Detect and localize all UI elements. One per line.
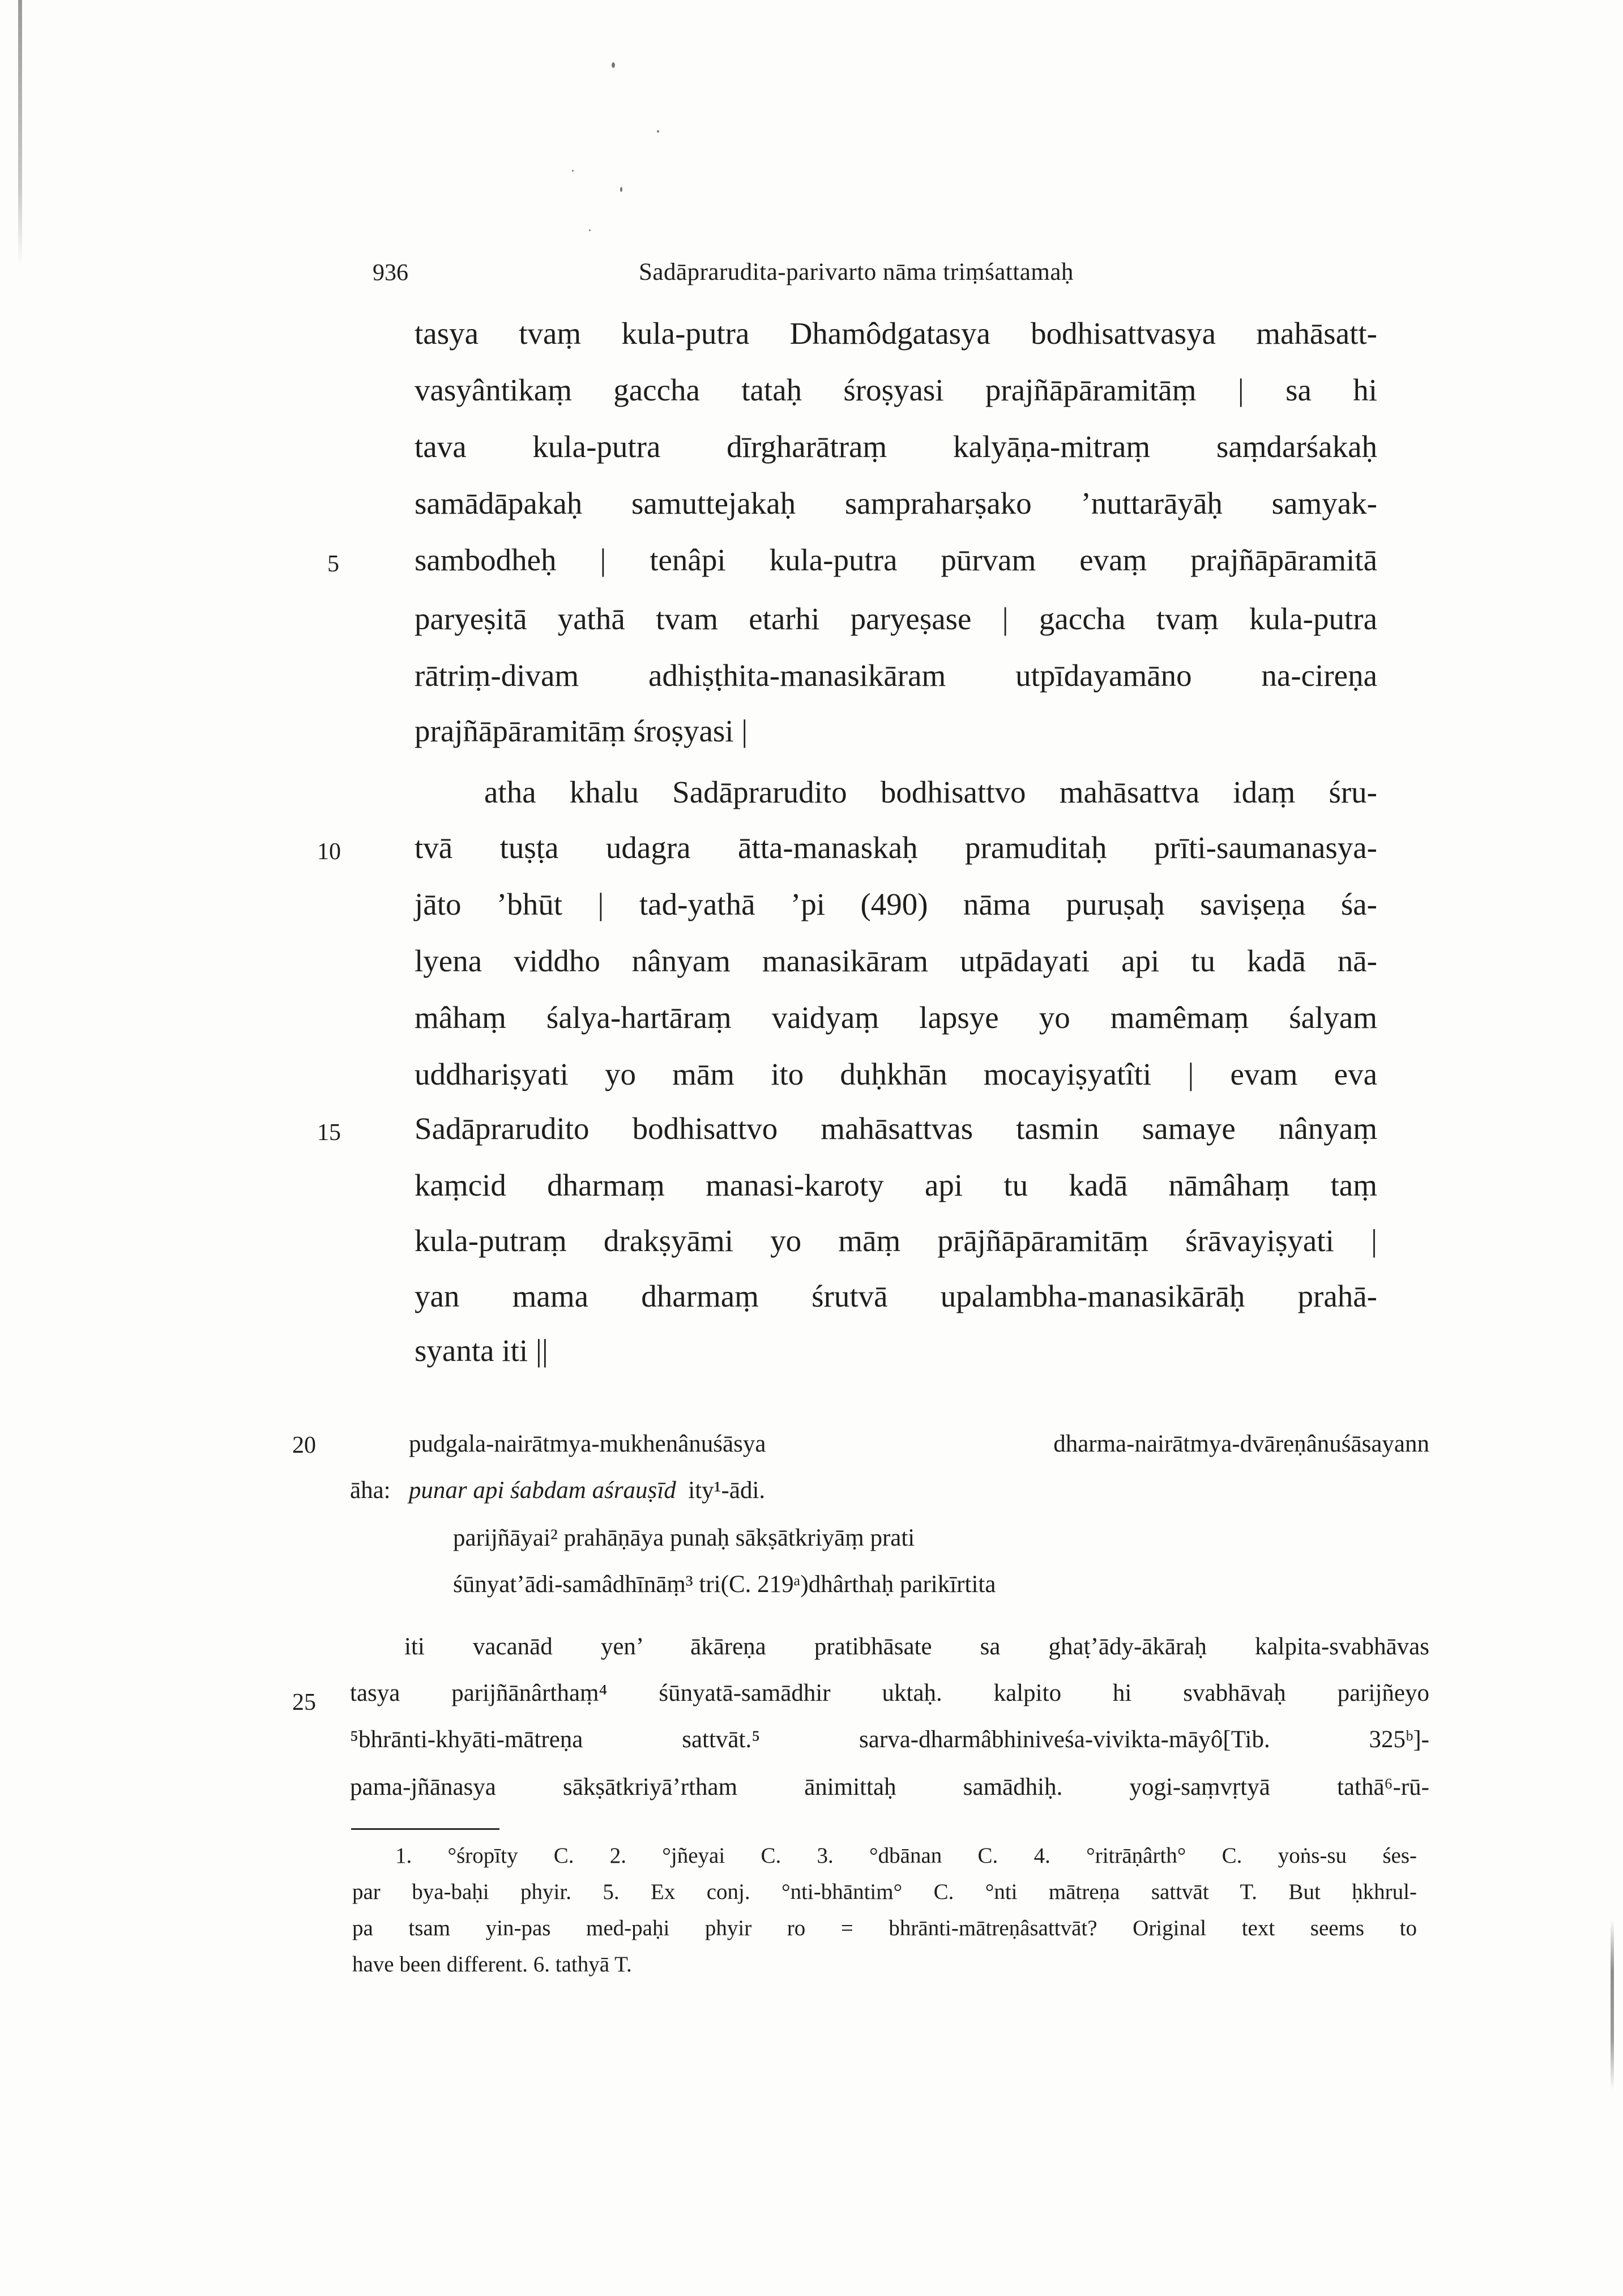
- commentary-quote: punar api śabdam aśrauṣīd: [408, 1477, 676, 1504]
- scan-speck: [657, 130, 659, 133]
- line-number: 10: [317, 839, 341, 865]
- main-text-line: tvā tuṣṭa udagra ātta-manaskaḥ pramuditaḥ prīti-saumanasya-: [415, 830, 1377, 865]
- page-number: 936: [373, 260, 408, 286]
- line-number: 20: [292, 1432, 316, 1458]
- scan-speck: [589, 229, 591, 231]
- main-text-line: jāto ’bhūt | tad-yathā ’pi (490) nāma puruṣaḥ saviṣeṇa śa-: [415, 887, 1377, 921]
- main-text-line: kula-putraṃ drakṣyāmi yo māṃ prājñāpāramitāṃ śrāvayiṣyati |: [415, 1223, 1377, 1258]
- footnote-line: have been different. 6. tathyā T.: [352, 1952, 632, 1977]
- commentary-line: [350, 1475, 1429, 1507]
- footnote-line: par bya-baḥi phyir. 5. Ex conj. °nti-bhāntim° C. °nti mātreṇa sattvāt T. But ḥkhrul-: [352, 1880, 1417, 1904]
- main-text-line: samādāpakaḥ samuttejakaḥ sampraharṣako ’nuttarāyāḥ samyak-: [415, 486, 1377, 520]
- running-title: Sadāprarudita-parivarto nāma triṃśattamaḥ: [639, 259, 1074, 285]
- main-text-line: mâhaṃ śalya-hartāraṃ vaidyaṃ lapsye yo mamêmaṃ śalyam: [415, 1000, 1377, 1035]
- scan-speck: [572, 170, 574, 172]
- commentary-line: tasya parijñānârthaṃ⁴ śūnyatā-samādhir uktaḥ. kalpito hi svabhāvaḥ parijñeyo: [350, 1680, 1429, 1706]
- main-text-line: tasya tvaṃ kula-putra Dhamôdgatasya bodhisattvasya mahāsatt-: [415, 316, 1377, 351]
- main-text-line: tava kula-putra dīrgharātraṃ kalyāṇa-mitraṃ saṃdarśakaḥ: [415, 429, 1377, 464]
- main-text-line: sambodheḥ | tenâpi kula-putra pūrvam evaṃ prajñāpāramitā: [415, 543, 1377, 577]
- main-text-line: rātriṃ-divam adhiṣṭhita-manasikāram utpīdayamāno na-cireṇa: [415, 658, 1377, 693]
- scan-speck: [612, 62, 615, 68]
- main-text-line: uddhariṣyati yo mām ito duḥkhān mocayiṣyatîti | evam eva: [415, 1057, 1377, 1091]
- line-number: 15: [317, 1120, 341, 1146]
- main-text-line: kaṃcid dharmaṃ manasi-karoty api tu kadā nāmâhaṃ taṃ: [415, 1168, 1377, 1202]
- main-text-line: Sadāprarudito bodhisattvo mahāsattvas tasmin samaye nânyaṃ: [415, 1111, 1377, 1146]
- scan-edge-right: [1611, 1920, 1614, 2090]
- main-text-line: paryeṣitā yathā tvam etarhi paryeṣase | gaccha tvaṃ kula-putra: [415, 601, 1377, 636]
- commentary-line: pama-jñānasya sākṣātkriyā’rtham ānimittaḥ samādhiḥ. yogi-saṃvṛtyā tathā⁶-rū-: [350, 1774, 1429, 1800]
- footnote-line: pa tsam yin-pas med-paḥi phyir ro = bhrānti-mātreṇâsattvāt? Original text seems to: [352, 1916, 1417, 1940]
- scan-edge-left: [18, 0, 22, 266]
- main-text-line: syanta iti ||: [415, 1333, 548, 1368]
- footnote-line: 1. °śropīty C. 2. °jñeyai C. 3. °dbānan C. 4. °ritrāṇârth° C. yoṅs-su śes-: [395, 1843, 1417, 1868]
- scan-speck: [620, 187, 622, 192]
- commentary-line: iti vacanād yen’ ākāreṇa pratibhāsate sa ghaṭ’ādy-ākāraḥ kalpita-svabhāvas: [404, 1633, 1429, 1660]
- footnote-rule: [351, 1828, 499, 1830]
- commentary-prefix: āha:: [350, 1477, 391, 1504]
- line-number: 5: [327, 551, 339, 577]
- main-text-line: atha khalu Sadāprarudito bodhisattvo mahāsattva idaṃ śru-: [484, 775, 1377, 809]
- main-text-line: lyena viddho nânyam manasikāram utpādayati api tu kadā nā-: [415, 944, 1377, 978]
- verse-line: śūnyat’ādi-samâdhīnāṃ³ tri(C. 219ᵃ)dhârthaḥ parikīrtita: [453, 1571, 996, 1598]
- line-number: 25: [292, 1689, 316, 1715]
- main-text-line: vasyântikaṃ gaccha tataḥ śroṣyasi prajñāpāramitāṃ | sa hi: [415, 373, 1377, 407]
- commentary-suffix: ity¹-ādi.: [688, 1477, 766, 1504]
- main-text-line: prajñāpāramitāṃ śroṣyasi |: [415, 714, 748, 748]
- commentary-line: ⁵bhrānti-khyāti-mātreṇa sattvāt.⁵ sarva-dharmâbhiniveśa-vivikta-māyô[Tib. 325ᵇ]-: [350, 1726, 1429, 1753]
- verse-line: parijñāyai² prahāṇāya punaḥ sākṣātkriyāṃ prati: [453, 1525, 915, 1551]
- commentary-line: pudgala-nairātmya-mukhenânuśāsya dharma-nairātmya-dvāreṇânuśāsayann: [409, 1431, 1429, 1457]
- main-text-line: yan mama dharmaṃ śrutvā upalambha-manasikārāḥ prahā-: [415, 1279, 1377, 1313]
